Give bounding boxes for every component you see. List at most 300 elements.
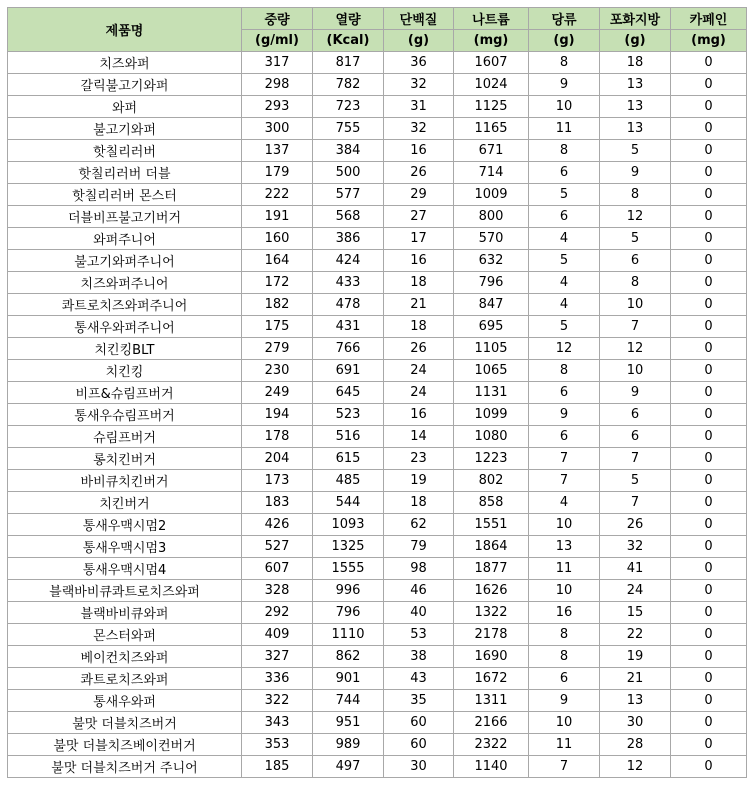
value-cell: 2166 <box>454 712 529 734</box>
value-cell: 14 <box>384 426 454 448</box>
value-cell: 0 <box>671 272 747 294</box>
product-name-cell: 콰트로치즈와퍼주니어 <box>8 294 242 316</box>
table-row <box>8 580 747 602</box>
table-row <box>8 316 747 338</box>
product-name-cell: 슈림프버거 <box>8 426 242 448</box>
product-name-cell: 롱치킨버거 <box>8 448 242 470</box>
product-name-cell: 통새우맥시멈4 <box>8 558 242 580</box>
table-row <box>8 690 747 712</box>
product-name-cell: 콰트로치즈와퍼 <box>8 668 242 690</box>
product-name-cell: 바비큐치킨버거 <box>8 470 242 492</box>
value-cell: 1690 <box>454 646 529 668</box>
header-product-name: 제품명 <box>8 8 242 52</box>
value-cell: 12 <box>600 338 671 360</box>
value-cell: 26 <box>384 162 454 184</box>
table-row <box>8 470 747 492</box>
value-cell: 9 <box>529 404 600 426</box>
value-cell: 30 <box>384 756 454 778</box>
value-cell: 9 <box>529 74 600 96</box>
value-cell: 327 <box>242 646 313 668</box>
product-name-cell: 베이컨치즈와퍼 <box>8 646 242 668</box>
header-col-name: 카페인 <box>671 8 747 30</box>
value-cell: 796 <box>313 602 384 624</box>
header-col-unit: (g) <box>529 30 600 52</box>
value-cell: 16 <box>529 602 600 624</box>
value-cell: 755 <box>313 118 384 140</box>
value-cell: 222 <box>242 184 313 206</box>
value-cell: 723 <box>313 96 384 118</box>
value-cell: 26 <box>600 514 671 536</box>
product-name-cell: 치킨킹 <box>8 360 242 382</box>
product-name-cell: 불고기와퍼 <box>8 118 242 140</box>
value-cell: 0 <box>671 602 747 624</box>
value-cell: 173 <box>242 470 313 492</box>
value-cell: 5 <box>600 140 671 162</box>
table-row <box>8 624 747 646</box>
value-cell: 1009 <box>454 184 529 206</box>
value-cell: 279 <box>242 338 313 360</box>
value-cell: 4 <box>529 492 600 514</box>
value-cell: 497 <box>313 756 384 778</box>
value-cell: 43 <box>384 668 454 690</box>
value-cell: 0 <box>671 492 747 514</box>
value-cell: 568 <box>313 206 384 228</box>
value-cell: 60 <box>384 712 454 734</box>
value-cell: 0 <box>671 294 747 316</box>
table-row <box>8 514 747 536</box>
value-cell: 10 <box>600 294 671 316</box>
value-cell: 13 <box>600 690 671 712</box>
value-cell: 16 <box>384 140 454 162</box>
value-cell: 817 <box>313 52 384 74</box>
value-cell: 4 <box>529 294 600 316</box>
value-cell: 989 <box>313 734 384 756</box>
table-row <box>8 756 747 778</box>
value-cell: 300 <box>242 118 313 140</box>
value-cell: 24 <box>384 382 454 404</box>
product-name-cell: 통새우와퍼주니어 <box>8 316 242 338</box>
value-cell: 11 <box>529 118 600 140</box>
value-cell: 19 <box>384 470 454 492</box>
value-cell: 6 <box>600 404 671 426</box>
value-cell: 4 <box>529 228 600 250</box>
value-cell: 22 <box>600 624 671 646</box>
value-cell: 0 <box>671 52 747 74</box>
value-cell: 4 <box>529 272 600 294</box>
value-cell: 7 <box>600 448 671 470</box>
value-cell: 409 <box>242 624 313 646</box>
value-cell: 18 <box>384 316 454 338</box>
table-row <box>8 536 747 558</box>
value-cell: 9 <box>529 690 600 712</box>
value-cell: 8 <box>529 646 600 668</box>
value-cell: 0 <box>671 74 747 96</box>
value-cell: 1223 <box>454 448 529 470</box>
value-cell: 433 <box>313 272 384 294</box>
value-cell: 13 <box>600 74 671 96</box>
value-cell: 796 <box>454 272 529 294</box>
product-name-cell: 불맛 더블치즈베이컨버거 <box>8 734 242 756</box>
value-cell: 21 <box>600 668 671 690</box>
product-name-cell: 불고기와퍼주니어 <box>8 250 242 272</box>
value-cell: 24 <box>384 360 454 382</box>
value-cell: 18 <box>384 492 454 514</box>
value-cell: 31 <box>384 96 454 118</box>
table-row <box>8 404 747 426</box>
value-cell: 0 <box>671 580 747 602</box>
value-cell: 1626 <box>454 580 529 602</box>
table-row <box>8 52 747 74</box>
value-cell: 328 <box>242 580 313 602</box>
value-cell: 11 <box>529 558 600 580</box>
value-cell: 384 <box>313 140 384 162</box>
value-cell: 516 <box>313 426 384 448</box>
table-row <box>8 338 747 360</box>
value-cell: 0 <box>671 668 747 690</box>
value-cell: 1864 <box>454 536 529 558</box>
value-cell: 8 <box>529 360 600 382</box>
table-row <box>8 294 747 316</box>
value-cell: 23 <box>384 448 454 470</box>
value-cell: 782 <box>313 74 384 96</box>
value-cell: 6 <box>600 250 671 272</box>
product-name-cell: 불맛 더블치즈버거 <box>8 712 242 734</box>
value-cell: 527 <box>242 536 313 558</box>
table-row <box>8 712 747 734</box>
value-cell: 10 <box>600 360 671 382</box>
value-cell: 607 <box>242 558 313 580</box>
value-cell: 12 <box>600 756 671 778</box>
value-cell: 0 <box>671 206 747 228</box>
value-cell: 386 <box>313 228 384 250</box>
value-cell: 1093 <box>313 514 384 536</box>
header-col-unit: (g) <box>384 30 454 52</box>
value-cell: 7 <box>529 448 600 470</box>
header-col-name: 단백질 <box>384 8 454 30</box>
table-row <box>8 184 747 206</box>
value-cell: 671 <box>454 140 529 162</box>
header-col-name: 당류 <box>529 8 600 30</box>
header-col-name: 중량 <box>242 8 313 30</box>
product-name-cell: 와퍼주니어 <box>8 228 242 250</box>
product-name-cell: 통새우맥시멈2 <box>8 514 242 536</box>
header-col-name: 열량 <box>313 8 384 30</box>
value-cell: 27 <box>384 206 454 228</box>
value-cell: 714 <box>454 162 529 184</box>
value-cell: 0 <box>671 162 747 184</box>
value-cell: 0 <box>671 140 747 162</box>
value-cell: 766 <box>313 338 384 360</box>
value-cell: 0 <box>671 360 747 382</box>
value-cell: 0 <box>671 250 747 272</box>
value-cell: 9 <box>600 162 671 184</box>
value-cell: 2178 <box>454 624 529 646</box>
table-body <box>8 52 747 778</box>
product-name-cell: 더블비프불고기버거 <box>8 206 242 228</box>
value-cell: 1877 <box>454 558 529 580</box>
value-cell: 16 <box>384 250 454 272</box>
header-col-name: 포화지방 <box>600 8 671 30</box>
value-cell: 28 <box>600 734 671 756</box>
table-row <box>8 74 747 96</box>
value-cell: 478 <box>313 294 384 316</box>
value-cell: 18 <box>384 272 454 294</box>
value-cell: 12 <box>529 338 600 360</box>
value-cell: 7 <box>529 756 600 778</box>
value-cell: 191 <box>242 206 313 228</box>
value-cell: 15 <box>600 602 671 624</box>
value-cell: 62 <box>384 514 454 536</box>
product-name-cell: 블랙바비큐와퍼 <box>8 602 242 624</box>
header-col-unit: (mg) <box>454 30 529 52</box>
value-cell: 1105 <box>454 338 529 360</box>
table-row <box>8 206 747 228</box>
value-cell: 645 <box>313 382 384 404</box>
value-cell: 0 <box>671 96 747 118</box>
value-cell: 12 <box>600 206 671 228</box>
value-cell: 0 <box>671 316 747 338</box>
table-row <box>8 228 747 250</box>
value-cell: 1672 <box>454 668 529 690</box>
value-cell: 40 <box>384 602 454 624</box>
table-row <box>8 426 747 448</box>
value-cell: 30 <box>600 712 671 734</box>
value-cell: 13 <box>600 118 671 140</box>
value-cell: 21 <box>384 294 454 316</box>
value-cell: 5 <box>529 316 600 338</box>
value-cell: 8 <box>600 272 671 294</box>
value-cell: 29 <box>384 184 454 206</box>
value-cell: 802 <box>454 470 529 492</box>
value-cell: 175 <box>242 316 313 338</box>
product-name-cell: 비프&슈림프버거 <box>8 382 242 404</box>
value-cell: 24 <box>600 580 671 602</box>
header-col-unit: (g/ml) <box>242 30 313 52</box>
value-cell: 1325 <box>313 536 384 558</box>
table-row <box>8 140 747 162</box>
product-name-cell: 몬스터와퍼 <box>8 624 242 646</box>
value-cell: 996 <box>313 580 384 602</box>
value-cell: 1140 <box>454 756 529 778</box>
product-name-cell: 핫칠리러버 더블 <box>8 162 242 184</box>
value-cell: 0 <box>671 646 747 668</box>
product-name-cell: 핫칠리러버 몬스터 <box>8 184 242 206</box>
value-cell: 0 <box>671 118 747 140</box>
value-cell: 0 <box>671 756 747 778</box>
value-cell: 322 <box>242 690 313 712</box>
value-cell: 7 <box>600 492 671 514</box>
value-cell: 0 <box>671 382 747 404</box>
value-cell: 847 <box>454 294 529 316</box>
value-cell: 500 <box>313 162 384 184</box>
value-cell: 317 <box>242 52 313 74</box>
value-cell: 424 <box>313 250 384 272</box>
product-name-cell: 치즈와퍼주니어 <box>8 272 242 294</box>
product-name-cell: 핫칠리러버 <box>8 140 242 162</box>
value-cell: 204 <box>242 448 313 470</box>
value-cell: 18 <box>600 52 671 74</box>
value-cell: 179 <box>242 162 313 184</box>
value-cell: 426 <box>242 514 313 536</box>
value-cell: 183 <box>242 492 313 514</box>
value-cell: 0 <box>671 690 747 712</box>
value-cell: 230 <box>242 360 313 382</box>
value-cell: 0 <box>671 338 747 360</box>
value-cell: 292 <box>242 602 313 624</box>
value-cell: 13 <box>600 96 671 118</box>
value-cell: 1110 <box>313 624 384 646</box>
value-cell: 858 <box>454 492 529 514</box>
header-col-unit: (mg) <box>671 30 747 52</box>
value-cell: 0 <box>671 558 747 580</box>
table-header <box>8 8 747 52</box>
value-cell: 0 <box>671 228 747 250</box>
value-cell: 5 <box>529 250 600 272</box>
table-row <box>8 668 747 690</box>
value-cell: 8 <box>529 624 600 646</box>
value-cell: 0 <box>671 712 747 734</box>
product-name-cell: 치킨버거 <box>8 492 242 514</box>
table-row <box>8 602 747 624</box>
table-row <box>8 162 747 184</box>
product-name-cell: 치킨킹BLT <box>8 338 242 360</box>
value-cell: 10 <box>529 580 600 602</box>
value-cell: 1607 <box>454 52 529 74</box>
value-cell: 2322 <box>454 734 529 756</box>
value-cell: 10 <box>529 514 600 536</box>
value-cell: 8 <box>529 140 600 162</box>
table-row <box>8 250 747 272</box>
value-cell: 41 <box>600 558 671 580</box>
value-cell: 172 <box>242 272 313 294</box>
value-cell: 570 <box>454 228 529 250</box>
header-col-unit: (Kcal) <box>313 30 384 52</box>
value-cell: 862 <box>313 646 384 668</box>
value-cell: 951 <box>313 712 384 734</box>
value-cell: 0 <box>671 470 747 492</box>
table-row <box>8 558 747 580</box>
value-cell: 1322 <box>454 602 529 624</box>
value-cell: 293 <box>242 96 313 118</box>
value-cell: 0 <box>671 514 747 536</box>
value-cell: 32 <box>384 118 454 140</box>
table-row <box>8 492 747 514</box>
value-cell: 9 <box>600 382 671 404</box>
value-cell: 0 <box>671 404 747 426</box>
value-cell: 32 <box>384 74 454 96</box>
value-cell: 79 <box>384 536 454 558</box>
header-col-name: 나트륨 <box>454 8 529 30</box>
value-cell: 26 <box>384 338 454 360</box>
product-name-cell: 통새우맥시멈3 <box>8 536 242 558</box>
table-row <box>8 360 747 382</box>
value-cell: 544 <box>313 492 384 514</box>
value-cell: 336 <box>242 668 313 690</box>
value-cell: 19 <box>600 646 671 668</box>
value-cell: 523 <box>313 404 384 426</box>
table-row <box>8 96 747 118</box>
value-cell: 632 <box>454 250 529 272</box>
value-cell: 249 <box>242 382 313 404</box>
table-row <box>8 448 747 470</box>
product-name-cell: 갈릭불고기와퍼 <box>8 74 242 96</box>
value-cell: 36 <box>384 52 454 74</box>
product-name-cell: 통새우와퍼 <box>8 690 242 712</box>
value-cell: 1125 <box>454 96 529 118</box>
value-cell: 11 <box>529 734 600 756</box>
value-cell: 53 <box>384 624 454 646</box>
value-cell: 343 <box>242 712 313 734</box>
value-cell: 1165 <box>454 118 529 140</box>
value-cell: 431 <box>313 316 384 338</box>
value-cell: 6 <box>529 162 600 184</box>
value-cell: 5 <box>529 184 600 206</box>
value-cell: 35 <box>384 690 454 712</box>
value-cell: 5 <box>600 228 671 250</box>
value-cell: 1555 <box>313 558 384 580</box>
value-cell: 38 <box>384 646 454 668</box>
value-cell: 8 <box>529 52 600 74</box>
table-row <box>8 734 747 756</box>
value-cell: 0 <box>671 448 747 470</box>
value-cell: 0 <box>671 426 747 448</box>
value-cell: 695 <box>454 316 529 338</box>
value-cell: 1551 <box>454 514 529 536</box>
value-cell: 800 <box>454 206 529 228</box>
value-cell: 16 <box>384 404 454 426</box>
value-cell: 298 <box>242 74 313 96</box>
value-cell: 7 <box>600 316 671 338</box>
value-cell: 615 <box>313 448 384 470</box>
value-cell: 691 <box>313 360 384 382</box>
value-cell: 744 <box>313 690 384 712</box>
value-cell: 6 <box>529 206 600 228</box>
value-cell: 0 <box>671 734 747 756</box>
value-cell: 10 <box>529 96 600 118</box>
table-row <box>8 118 747 140</box>
value-cell: 7 <box>529 470 600 492</box>
product-name-cell: 와퍼 <box>8 96 242 118</box>
product-name-cell: 블랙바비큐콰트로치즈와퍼 <box>8 580 242 602</box>
table-row <box>8 646 747 668</box>
value-cell: 577 <box>313 184 384 206</box>
value-cell: 1099 <box>454 404 529 426</box>
value-cell: 10 <box>529 712 600 734</box>
value-cell: 6 <box>529 426 600 448</box>
value-cell: 6 <box>529 382 600 404</box>
value-cell: 5 <box>600 470 671 492</box>
value-cell: 137 <box>242 140 313 162</box>
value-cell: 13 <box>529 536 600 558</box>
nutrition-table <box>7 7 747 778</box>
value-cell: 1024 <box>454 74 529 96</box>
value-cell: 182 <box>242 294 313 316</box>
value-cell: 164 <box>242 250 313 272</box>
value-cell: 98 <box>384 558 454 580</box>
value-cell: 17 <box>384 228 454 250</box>
product-name-cell: 통새우슈림프버거 <box>8 404 242 426</box>
value-cell: 32 <box>600 536 671 558</box>
product-name-cell: 불맛 더블치즈버거 주니어 <box>8 756 242 778</box>
value-cell: 6 <box>529 668 600 690</box>
value-cell: 46 <box>384 580 454 602</box>
value-cell: 0 <box>671 624 747 646</box>
value-cell: 185 <box>242 756 313 778</box>
value-cell: 1131 <box>454 382 529 404</box>
header-col-unit: (g) <box>600 30 671 52</box>
table-row <box>8 382 747 404</box>
value-cell: 1311 <box>454 690 529 712</box>
